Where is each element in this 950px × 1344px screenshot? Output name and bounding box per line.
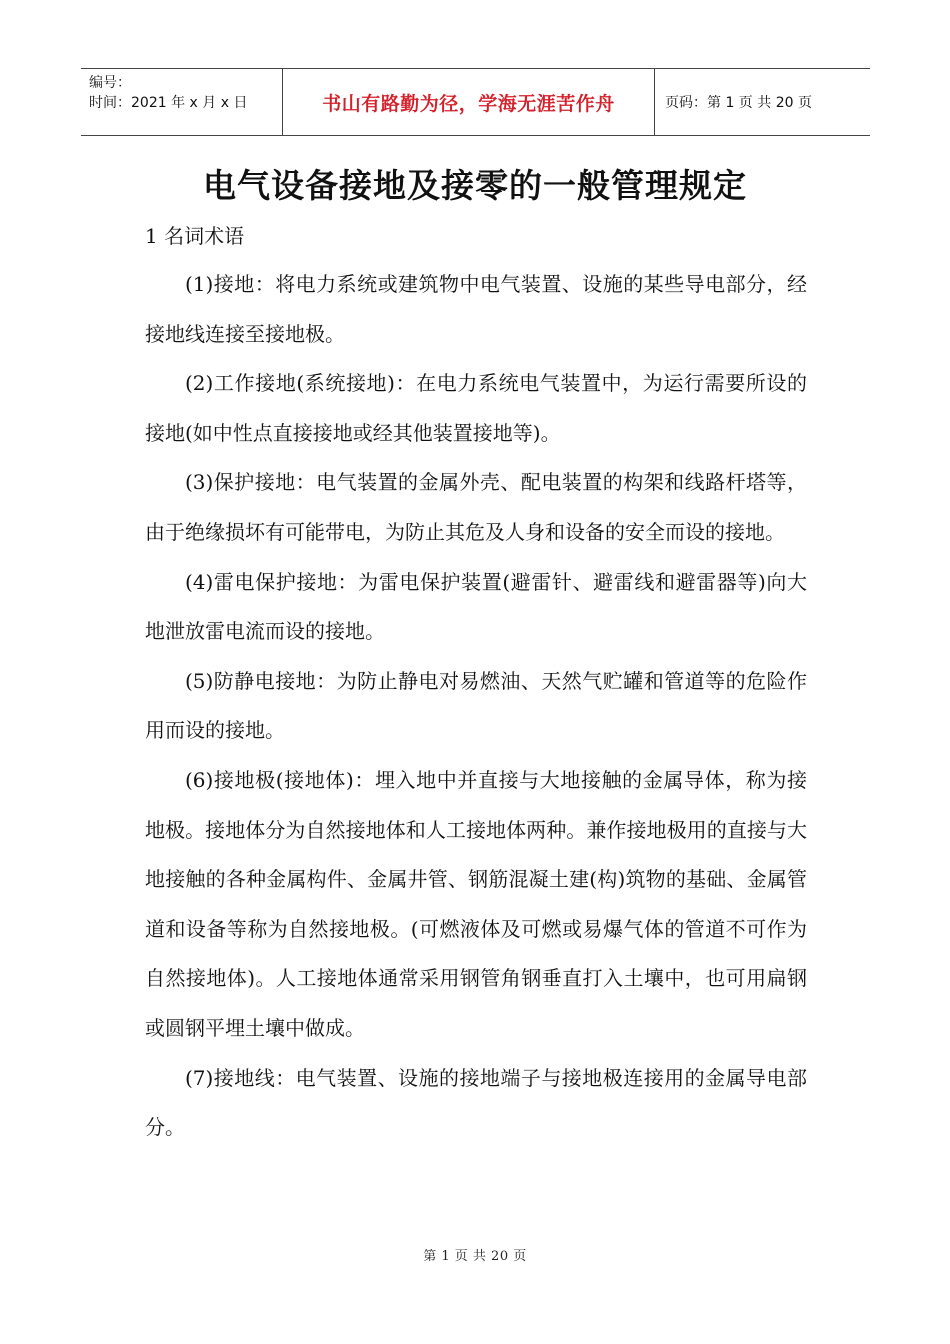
paragraph: (5)防静电接地：为防止静电对易燃油、天然气贮罐和管道等的危险作用而设的接地。: [145, 668, 807, 743]
paragraph: (1)接地：将电力系统或建筑物中电气装置、设施的某些导电部分，经接地线连接至接地极。: [145, 272, 807, 346]
document-title: 电气设备接地及接零的一般管理规定: [203, 166, 747, 205]
paragraph: (6)接地极(接地体)：埋入地中并直接与大地接触的金属导体，称为接地极。接地体分为自然接地体和人工接地体两种。兼作接地极用的直接与大地接触的各种金属构件、金属井管、钢筋混凝土建(构)筑物的基础、金属管道和设备等称为自然接地极。(可燃液体及可燃或易爆气体的管道不可作为自然接地体)。人工接地体通常采用钢管角钢垂直打入土壤中，也可用扁钢或圆钢平埋土壤中做成。: [145, 767, 807, 1040]
section-heading: 1 名词术语: [145, 224, 245, 248]
section-body: [145, 260, 807, 1153]
header-table: [81, 68, 870, 136]
doc-number-label: 编号：: [89, 75, 131, 91]
header-motto: 书山有路勤为径，学海无涯苦作舟: [282, 69, 655, 135]
paragraph: (7)接地线：电气装置、设施的接地端子与接地极连接用的金属导电部分。: [145, 1065, 807, 1140]
header-meta-cell: [81, 69, 282, 135]
paragraph: (4)雷电保护接地：为雷电保护装置(避雷针、避雷线和避雷器等)向大地泄放雷电流而设的接地。: [145, 569, 807, 644]
paragraph: (2)工作接地(系统接地)：在电力系统电气装置中，为运行需要所设的接地(如中性点直接接地或经其他装置接地等)。: [145, 371, 807, 445]
paragraph: (3)保护接地：电气装置的金属外壳、配电装置的构架和线路杆塔等，由于绝缘损坏有可能带电，为防止其危及人身和设备的安全而设的接地。: [145, 470, 807, 544]
page-footer: 第 1 页 共 20 页: [423, 1249, 527, 1264]
header-page-info: 页码：第 1 页 共 20 页: [665, 95, 812, 111]
date-label: 时间：2021 年 x 月 x 日: [89, 95, 248, 111]
